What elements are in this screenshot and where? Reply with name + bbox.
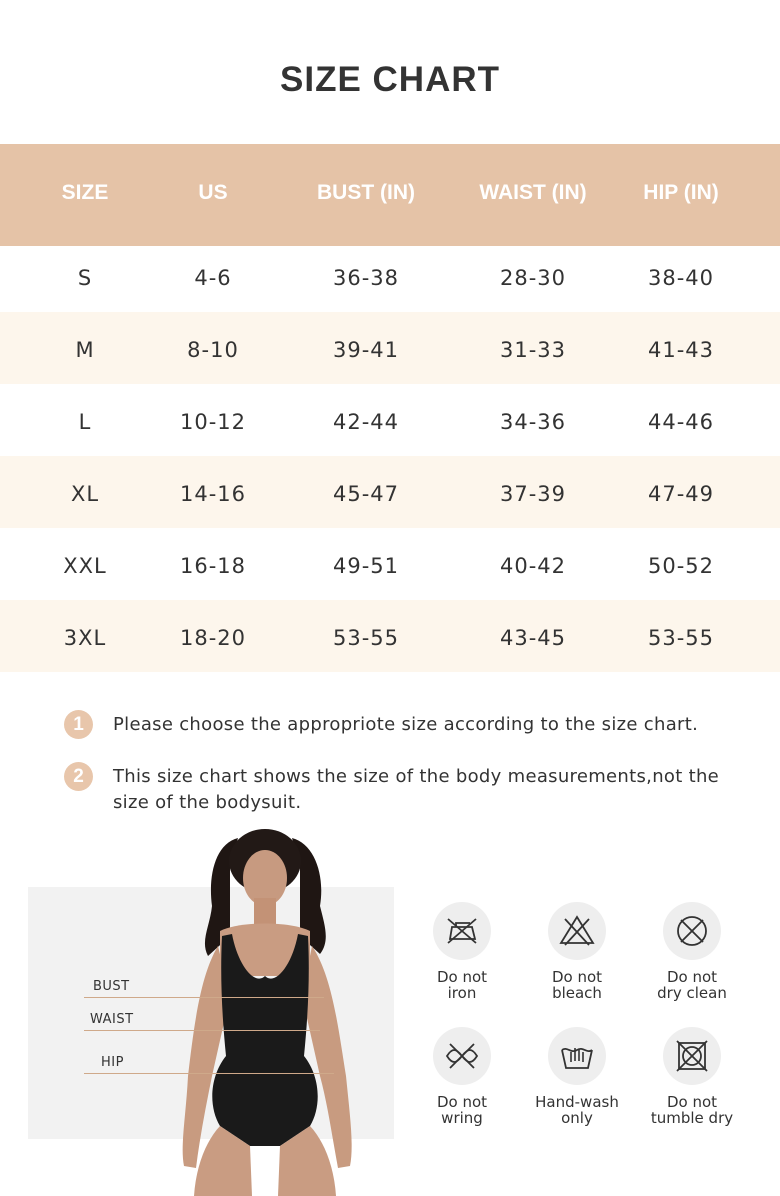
bust-label: BUST bbox=[93, 979, 130, 994]
hip-line bbox=[84, 1073, 334, 1074]
cell-bust: 36-38 bbox=[332, 266, 400, 290]
cell-us: 18-20 bbox=[179, 626, 247, 650]
care-label: Do not dry clean bbox=[657, 968, 727, 1002]
cell-bust: 39-41 bbox=[332, 338, 400, 362]
cell-waist: 31-33 bbox=[499, 338, 567, 362]
care-label: Do not bleach bbox=[551, 968, 603, 1002]
header-bust: BUST (IN) bbox=[317, 181, 415, 204]
cell-size: 3XL bbox=[63, 626, 107, 650]
table-header bbox=[0, 144, 780, 246]
cell-size: L bbox=[78, 410, 92, 434]
note-number-badge: 2 bbox=[64, 762, 93, 791]
cell-waist: 43-45 bbox=[499, 626, 567, 650]
cell-us: 10-12 bbox=[179, 410, 247, 434]
no-bleach-icon bbox=[548, 902, 606, 960]
table-row bbox=[0, 312, 780, 384]
cell-hip: 50-52 bbox=[647, 554, 715, 578]
cell-hip: 47-49 bbox=[647, 482, 715, 506]
no-wring-icon bbox=[433, 1027, 491, 1085]
care-label: Do not iron bbox=[436, 968, 488, 1002]
cell-hip: 41-43 bbox=[647, 338, 715, 362]
cell-waist: 37-39 bbox=[499, 482, 567, 506]
care-item bbox=[632, 1027, 752, 1126]
no-dry-clean-icon bbox=[663, 902, 721, 960]
cell-bust: 45-47 bbox=[332, 482, 400, 506]
care-item bbox=[402, 1027, 522, 1126]
bust-line bbox=[84, 997, 324, 998]
cell-hip: 38-40 bbox=[647, 266, 715, 290]
no-iron-icon bbox=[433, 902, 491, 960]
cell-waist: 28-30 bbox=[499, 266, 567, 290]
table-row bbox=[0, 246, 780, 318]
cell-us: 14-16 bbox=[179, 482, 247, 506]
note-text: Please choose the appropriote size according to the size chart. bbox=[113, 714, 699, 735]
care-item bbox=[517, 1027, 637, 1126]
note-text: This size chart shows the size of the body measurements,not the size of the bodysuit. bbox=[113, 766, 720, 813]
table-row bbox=[0, 528, 780, 600]
cell-bust: 53-55 bbox=[332, 626, 400, 650]
cell-us: 8-10 bbox=[187, 338, 239, 362]
cell-hip: 44-46 bbox=[647, 410, 715, 434]
cell-size: XL bbox=[70, 482, 100, 506]
header-hip: HIP (IN) bbox=[643, 181, 719, 204]
model-figure-image bbox=[160, 826, 380, 1196]
care-item bbox=[517, 902, 637, 1001]
cell-size: M bbox=[75, 338, 95, 362]
table-row bbox=[0, 600, 780, 672]
table-row bbox=[0, 384, 780, 456]
cell-waist: 34-36 bbox=[499, 410, 567, 434]
hip-label: HIP bbox=[101, 1055, 124, 1070]
hand-wash-icon bbox=[548, 1027, 606, 1085]
cell-bust: 49-51 bbox=[332, 554, 400, 578]
table-row bbox=[0, 456, 780, 528]
cell-hip: 53-55 bbox=[647, 626, 715, 650]
cell-size: XXL bbox=[63, 554, 107, 578]
care-label: Hand-wash only bbox=[535, 1093, 619, 1127]
note-number-badge: 1 bbox=[64, 710, 93, 739]
waist-line bbox=[84, 1030, 320, 1031]
care-item bbox=[402, 902, 522, 1001]
cell-us: 16-18 bbox=[179, 554, 247, 578]
care-label: Do not wring bbox=[436, 1093, 488, 1127]
cell-size: S bbox=[77, 266, 93, 290]
care-item bbox=[632, 902, 752, 1001]
waist-label: WAIST bbox=[90, 1012, 134, 1027]
header-size: SIZE bbox=[61, 181, 109, 204]
care-label: Do not tumble dry bbox=[650, 1093, 734, 1127]
header-waist: WAIST (IN) bbox=[479, 181, 587, 204]
no-tumble-dry-icon bbox=[663, 1027, 721, 1085]
header-us: US bbox=[198, 181, 228, 204]
cell-waist: 40-42 bbox=[499, 554, 567, 578]
cell-us: 4-6 bbox=[194, 266, 232, 290]
cell-bust: 42-44 bbox=[332, 410, 400, 434]
page-title: SIZE CHART bbox=[280, 60, 500, 99]
